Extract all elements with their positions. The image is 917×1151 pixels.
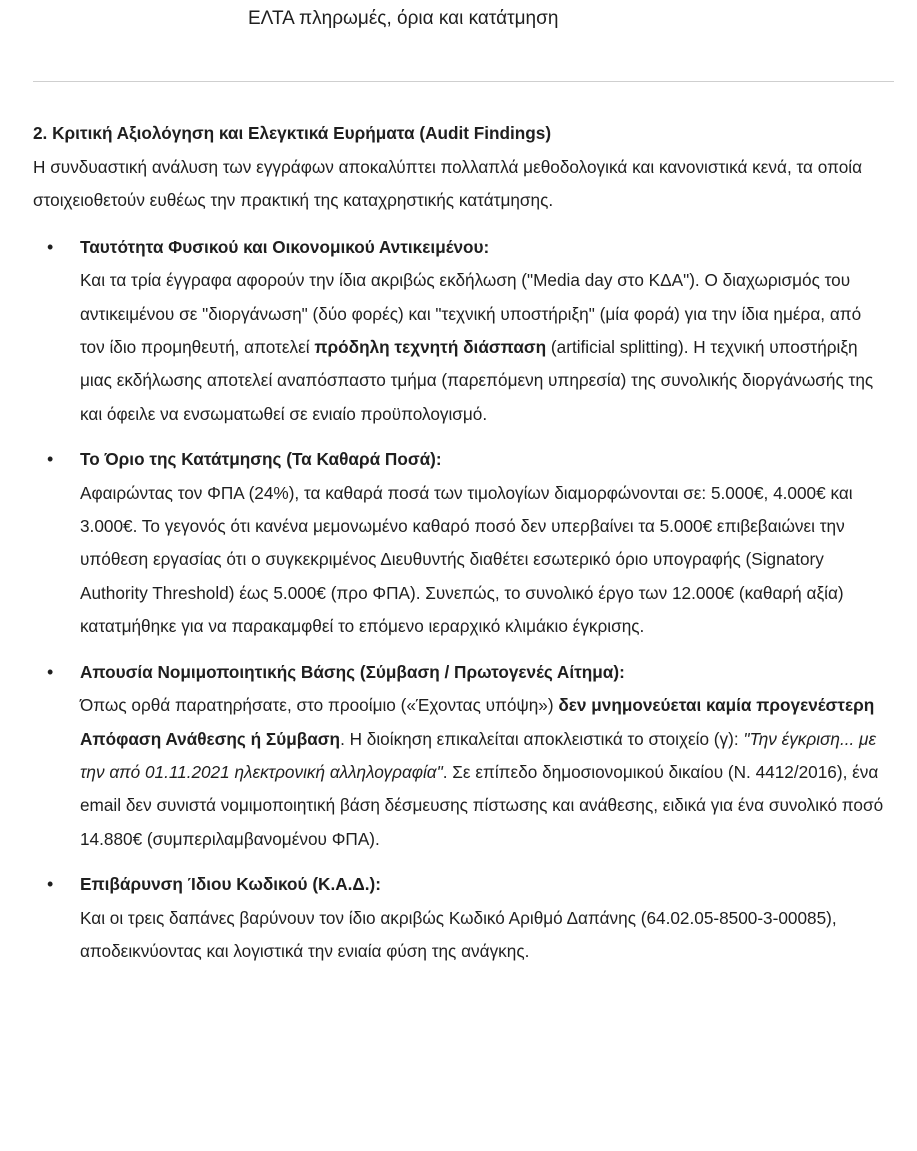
intro-paragraph: Η συνδυαστική ανάλυση των εγγράφων αποκαλύπτει πολλαπλά μεθοδολογικά και κανονιστικά κενά, τα οποία στοιχειοθετούν ευθέως την πρακτική της καταχρηστικής κατάτμησης.: [33, 157, 863, 211]
bullet-icon: •: [47, 236, 54, 257]
finding-body: Και οι τρεις δαπάνες βαρύνουν τον ίδιο ακριβώς Κωδικό Αριθμό Δαπάνης (64.02.05-8500-3-00085), αποδεικνύοντας και λογιστικά την ενιαία φύση της ανάγκης.: [80, 907, 837, 961]
finding-title: Το Όριο της Κατάτμησης (Τα Καθαρά Ποσά):: [80, 449, 442, 470]
findings-list: [33, 231, 888, 969]
bullet-icon: •: [47, 449, 54, 470]
finding-title: Ταυτότητα Φυσικού και Οικονομικού Αντικειμένου:: [80, 236, 490, 257]
finding-title: Απουσία Νομιμοποιητικής Βάσης (Σύμβαση / Πρωτογενές Αίτημα):: [80, 661, 625, 682]
response-content: [33, 118, 888, 980]
finding-text: Και τα τρία έγγραφα αφορούν την ίδια ακριβώς εκδήλωση ("Media day στο ΚΔΑ"). Ο διαχωρισμός του αντικειμένου σε "διοργάνωση" (δύο φορές) και "τεχνική υποστήριξη" (μία φορά) για την ίδια ημέρα, από τον ίδιο προμηθευτή, αποτελεί: [80, 270, 862, 358]
finding-identity: [33, 231, 888, 431]
finding-threshold: [33, 443, 888, 643]
finding-bold-text: πρόδηλη τεχνητή διάσπαση: [314, 337, 547, 358]
bullet-icon: •: [47, 874, 54, 895]
finding-bold-text: δεν μνημονεύεται καμία προγενέστερη Απόφαση Ανάθεσης ή Σύμβαση: [80, 695, 875, 749]
finding-legal-basis: [33, 656, 888, 856]
divider: [33, 81, 894, 82]
finding-body: [80, 689, 888, 856]
finding-body: Αφαιρώντας τον ΦΠΑ (24%), τα καθαρά ποσά των τιμολογίων διαμορφώνονται σε: 5.000€, 4.000€ και 3.000€. Το γεγονός ότι κανένα μεμονωμένο καθαρό ποσό δεν υπερβαίνει τα 5.000€ επιβεβαιώνει την υπόθεση εργασίας ότι ο συγκεκριμένος Διευθυντής διαθέτει εσωτερικό όριο υπογραφής (Signatory Authority Threshold) έως 5.000€ (προ ΦΠΑ). Συνεπώς, το συνολικό έργο των 12.000€ (καθαρή αξία) κατατμήθηκε για να παρακαμφθεί το επόμενο ιεραρχικό κλιμάκιο έγκρισης.: [80, 482, 853, 637]
finding-quote: "Την έγκριση... με την από 01.11.2021 ηλεκτρονική αλληλογραφία": [80, 728, 877, 782]
page-title: ΕΛΤΑ πληρωμές, όρια και κατάτμηση: [248, 8, 559, 29]
finding-text: . Η διοίκηση επικαλείται αποκλειστικά το στοιχείο (γ):: [340, 728, 744, 749]
bullet-icon: •: [47, 661, 54, 682]
finding-text: . Σε επίπεδο δημοσιονομικού δικαίου (Ν. 4412/2016), ένα email δεν συνιστά νομιμοποιητική βάση δέσμευσης πίστωσης και ανάθεσης, ειδικά για ένα συνολικό ποσό 14.880€ (συμπεριλαμβανομένου ΦΠΑ).: [80, 761, 884, 849]
finding-expense-code: [33, 868, 888, 968]
finding-title: Επιβάρυνση Ίδιου Κωδικού (Κ.Α.Δ.):: [80, 874, 381, 895]
section-heading: 2. Κριτική Αξιολόγηση και Ελεγκτικά Ευρήματα (Audit Findings): [33, 123, 552, 143]
finding-text: (artificial splitting). Η τεχνική υποστήριξη μιας εκδήλωσης αποτελεί αναπόσπαστο τμήμα (παρεπόμενη υπηρεσία) της συνολικής διοργάνωσής της και όφειλε να ενσωματωθεί σε ενιαίο προϋπολογισμό.: [80, 337, 874, 424]
finding-text: Όπως ορθά παρατηρήσατε, στο προοίμιο («Έχοντας υπόψη»): [80, 695, 559, 716]
finding-body: [80, 264, 888, 431]
